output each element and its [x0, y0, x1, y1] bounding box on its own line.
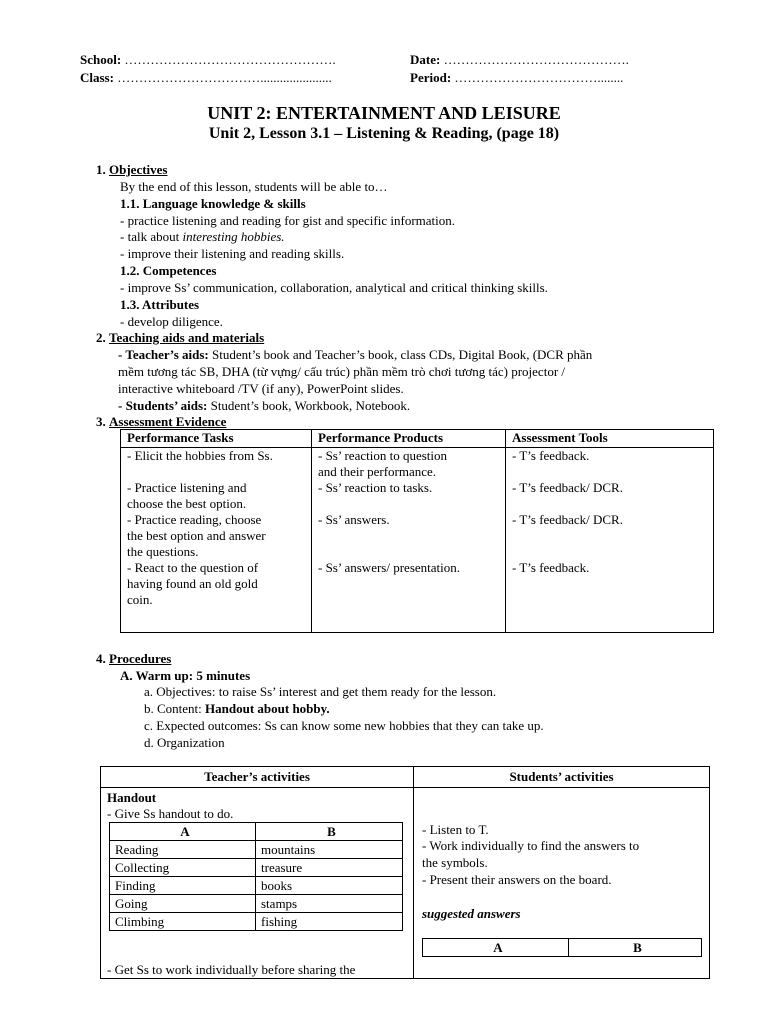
table-row — [110, 859, 403, 877]
page-title: UNIT 2: ENTERTAINMENT AND LEISURE — [207, 103, 561, 123]
table-cell: Going — [110, 895, 256, 913]
cell-line: - T’s feedback. — [512, 560, 590, 575]
table-cell: mountains — [256, 841, 403, 859]
aids-heading — [96, 330, 264, 346]
objective-line — [120, 229, 285, 245]
procedure-item: d. Organization — [144, 735, 225, 750]
procedure-item: c. Expected outcomes: Ss can know some new hobbies that they can take up. — [144, 718, 544, 733]
students-activities-cell — [414, 788, 710, 979]
subheading-1-3: 1.3. Attributes — [120, 297, 200, 312]
column-header: B — [256, 823, 403, 841]
tasks-cell — [121, 448, 312, 633]
column-header: A — [110, 823, 256, 841]
activity-line: - Work individually to find the answers to — [422, 838, 640, 853]
procedure-text: b. Content: — [144, 701, 206, 716]
section-title: Procedures — [109, 651, 172, 666]
teacher-activities-header: Teacher’s activities — [101, 767, 414, 788]
cell-line: having found an old gold — [127, 576, 258, 591]
table-row — [121, 448, 714, 633]
table-cell: books — [256, 877, 403, 895]
activity-line: - Present their answers on the board. — [422, 872, 612, 887]
procedure-item: a. Objectives: to raise Ss’ interest and get them ready for the lesson. — [144, 684, 497, 699]
section-title: Teaching aids and materials — [109, 330, 265, 345]
cell-spacer — [318, 528, 505, 544]
cell-line: - Practice reading, choose — [127, 512, 262, 527]
class-line — [80, 70, 332, 86]
period-dots: ……………………………........ — [454, 70, 624, 85]
table-cell: Climbing — [110, 913, 256, 931]
column-header: A — [423, 939, 569, 957]
answers-table — [422, 938, 702, 957]
section-number: 3. — [96, 414, 106, 429]
objective-text: - talk about — [120, 229, 183, 244]
cell-line: - Ss’ answers. — [318, 512, 390, 527]
page-subtitle: Unit 2, Lesson 3.1 – Listening & Reading, (page 18) — [208, 125, 560, 142]
cell-line: - T’s feedback/ DCR. — [512, 512, 623, 527]
students-aids-line — [118, 398, 410, 414]
assessment-heading — [96, 414, 226, 430]
school-line — [80, 52, 336, 68]
table-cell: Reading — [110, 841, 256, 859]
cell-spacer — [318, 544, 505, 560]
section-number: 1. — [96, 162, 106, 177]
section-title: Assessment Evidence — [109, 414, 227, 429]
date-line — [410, 52, 629, 68]
section-number: 2. — [96, 330, 106, 345]
cell-line: coin. — [127, 592, 153, 607]
table-row — [110, 841, 403, 859]
cell-line: and their performance. — [318, 464, 437, 479]
cell-line: - Elicit the hobbies from Ss. — [127, 448, 273, 463]
column-header: Performance Products — [312, 430, 506, 448]
handout-table — [109, 822, 403, 931]
period-line — [410, 70, 623, 86]
table-header-row — [121, 430, 714, 448]
objective-line: - improve their listening and reading skills. — [120, 246, 345, 261]
objective-emphasis: interesting hobbies. — [182, 229, 285, 244]
subheading-1-1: 1.1. Language knowledge & skills — [120, 196, 306, 211]
date-label: Date: — [410, 52, 441, 67]
students-aids-text: Student’s book, Workbook, Notebook. — [207, 398, 411, 413]
products-cell — [312, 448, 506, 633]
objective-line: - develop diligence. — [120, 314, 223, 329]
procedures-heading — [96, 651, 171, 667]
cell-line: - React to the question of — [127, 560, 259, 575]
tools-cell — [506, 448, 714, 633]
table-row — [110, 895, 403, 913]
objectives-heading — [96, 162, 167, 178]
table-row — [101, 788, 710, 979]
objectives-intro: By the end of this lesson, students will be able to… — [120, 179, 388, 194]
teacher-aids-line: interactive whiteboard /TV (if any), PowerPoint slides. — [118, 381, 404, 396]
procedure-item — [144, 701, 330, 717]
cell-spacer — [512, 528, 713, 544]
table-cell: stamps — [256, 895, 403, 913]
handout-label: Handout — [107, 790, 157, 805]
cell-spacer — [512, 496, 713, 512]
cell-line: - Practice listening and — [127, 480, 247, 495]
table-row — [110, 877, 403, 895]
cell-spacer — [512, 464, 713, 480]
assessment-table — [120, 429, 714, 633]
table-cell: treasure — [256, 859, 403, 877]
table-cell: fishing — [256, 913, 403, 931]
teacher-aids-line — [118, 347, 592, 363]
warmup-heading: A. Warm up: 5 minutes — [120, 668, 251, 683]
column-header: B — [569, 939, 702, 957]
cell-line: the best option and answer — [127, 528, 266, 543]
date-dots: ……………………………………. — [443, 52, 629, 67]
teacher-aids-line: mềm tương tác SB, DHA (từ vựng/ cấu trúc) phần mềm trò chơi tương tác) projector / — [118, 364, 566, 379]
class-label: Class: — [80, 70, 114, 85]
column-header: Assessment Tools — [506, 430, 714, 448]
procedure-emphasis: Handout about hobby. — [205, 701, 330, 716]
period-label: Period: — [410, 70, 452, 85]
activities-table — [100, 766, 710, 979]
students-aids-label: - Students’ aids: — [118, 398, 208, 413]
class-dots: ……………………………...................... — [117, 70, 332, 85]
cell-spacer — [127, 464, 311, 480]
activity-line: - Get Ss to work individually before sharing the — [107, 962, 356, 977]
cell-line: - Ss’ answers/ presentation. — [318, 560, 461, 575]
section-title: Objectives — [109, 162, 168, 177]
cell-line: - Ss’ reaction to tasks. — [318, 480, 433, 495]
objective-line: - practice listening and reading for gist and specific information. — [120, 213, 455, 228]
teacher-aids-text: Student’s book and Teacher’s book, class CDs, Digital Book, (DCR phần — [208, 347, 593, 362]
cell-line: - T’s feedback/ DCR. — [512, 480, 623, 495]
column-header: Performance Tasks — [121, 430, 312, 448]
activity-line: the symbols. — [422, 855, 488, 870]
teacher-activities-cell — [101, 788, 414, 979]
activity-line: - Listen to T. — [422, 822, 489, 837]
table-header-row — [423, 939, 702, 957]
objective-line: - improve Ss’ communication, collaboration, analytical and critical thinking skills. — [120, 280, 548, 295]
activity-line: - Give Ss handout to do. — [107, 806, 234, 821]
section-number: 4. — [96, 651, 106, 666]
cell-spacer — [318, 496, 505, 512]
school-label: School: — [80, 52, 122, 67]
teacher-aids-label: - Teacher’s aids: — [118, 347, 209, 362]
suggested-answers-label: suggested answers — [422, 906, 521, 921]
table-cell: Finding — [110, 877, 256, 895]
table-header-row — [101, 767, 710, 788]
cell-spacer — [512, 544, 713, 560]
cell-line: - Ss’ reaction to question — [318, 448, 448, 463]
table-row — [110, 913, 403, 931]
table-header-row — [110, 823, 403, 841]
students-activities-header: Students’ activities — [414, 767, 710, 788]
cell-line: the questions. — [127, 544, 199, 559]
cell-line: - T’s feedback. — [512, 448, 590, 463]
subheading-1-2: 1.2. Competences — [120, 263, 217, 278]
school-dots: …………………………………………. — [124, 52, 336, 67]
cell-line: choose the best option. — [127, 496, 247, 511]
table-cell: Collecting — [110, 859, 256, 877]
